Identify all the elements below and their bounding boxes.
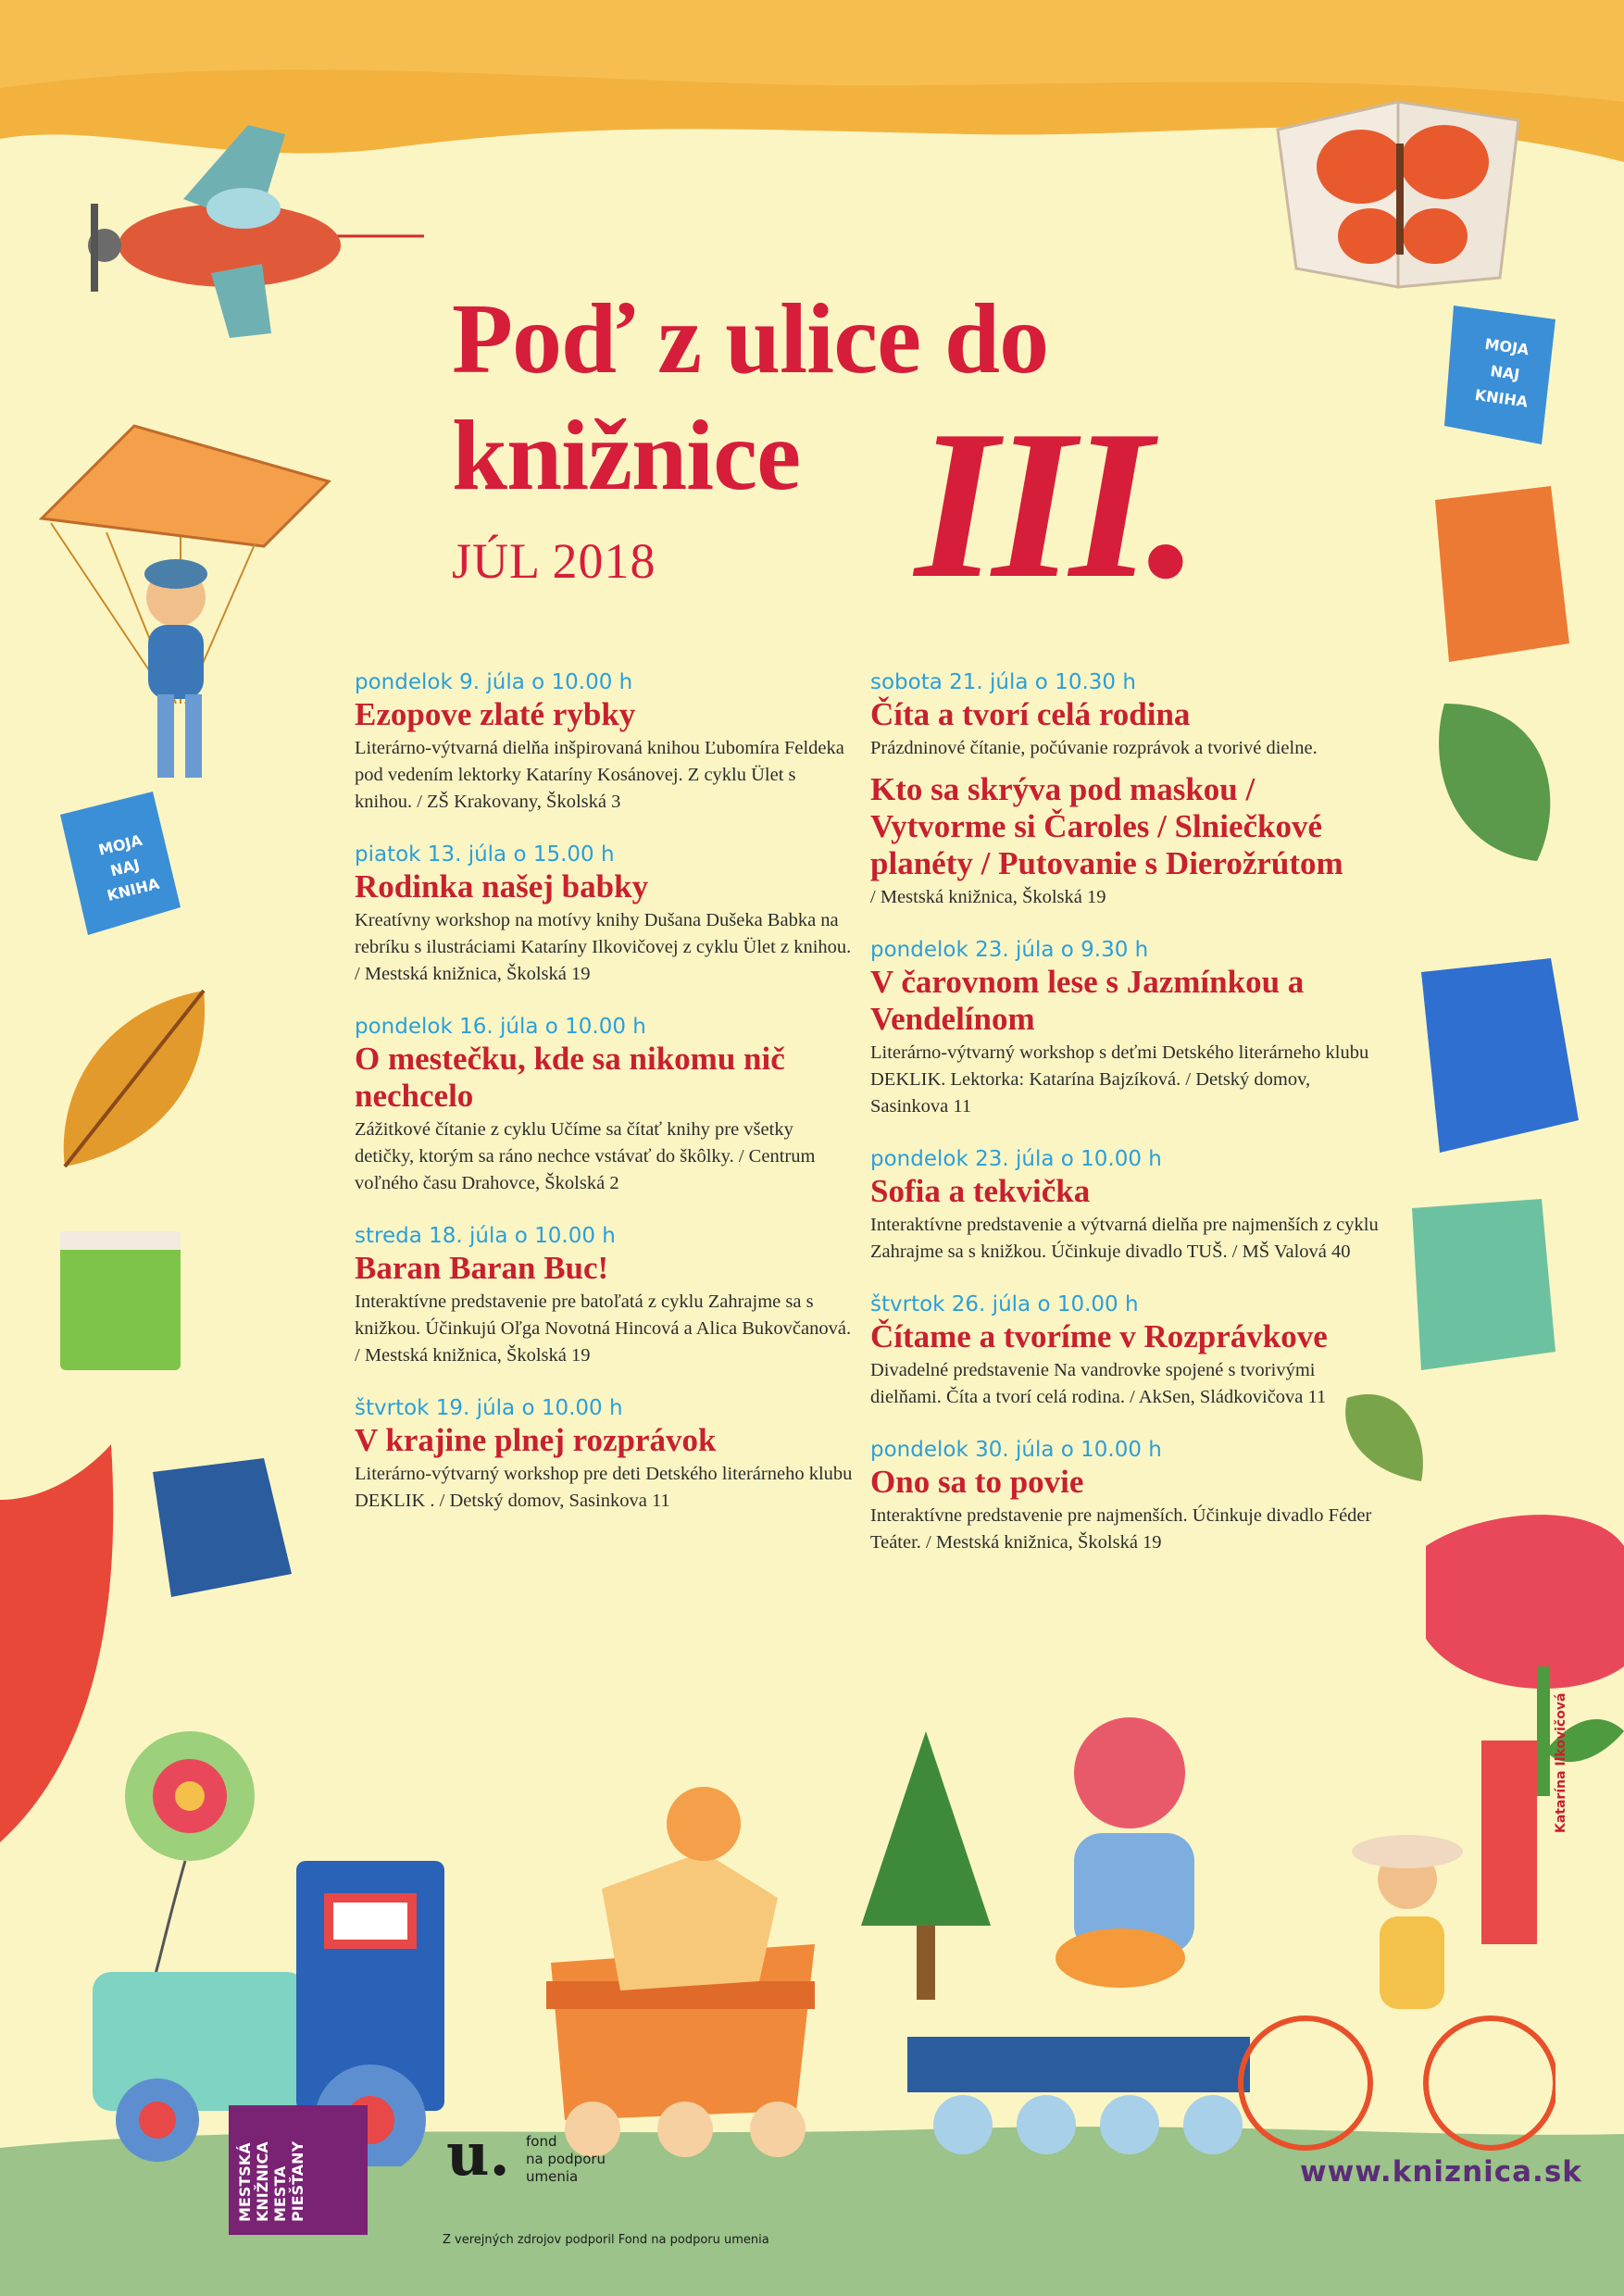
event-date: štvrtok 26. júla o 10.00 h [870,1292,1139,1316]
svg-text:MOJA: MOJA [96,830,144,859]
event-item [870,1145,1389,1266]
event-item [870,771,1389,911]
event-date: streda 18. júla o 10.00 h [355,1224,616,1248]
orange-leaf-left [46,981,222,1176]
support-note: Z verejných zdrojov podporil Fond na podporu umenia [443,2233,769,2247]
event-description: Prázdninové čítanie, počúvanie rozprávok a tvorivé dielne. [870,738,1318,758]
svg-text:KNIHA: KNIHA [1473,385,1530,411]
event-date: piatok 13. júla o 15.00 h [355,842,615,867]
event-description: / Mestská knižnica, Školská 19 [870,887,1106,907]
event-title: Kto sa skrýva pod maskou / Vytvorme si Čaroles / Slniečkové planéty / Putovanie s Dierožrútom [870,771,1343,881]
event-date: pondelok 30. júla o 10.00 h [870,1438,1162,1462]
event-title: Rodinka našej babky [355,868,649,905]
event-date: pondelok 23. júla o 9.30 h [870,938,1149,962]
svg-text:MOJA: MOJA [1483,334,1530,359]
event-title: V krajine plnej rozprávok [355,1422,717,1458]
event-title: V čarovnom lese s Jazmínkou a Vendelínom [870,964,1305,1037]
event-description: Divadelné predstavenie Na vandrovke spojené s tvorivými dielňami. Číta a tvorí celá rodina. / AkSen, Sládkovičova 11 [870,1360,1327,1407]
airplane-illustration [72,116,424,356]
event-date: pondelok 16. júla o 10.00 h [355,1015,646,1039]
event-title: Číta a tvorí celá rodina [870,696,1191,732]
green-leaf-right [1426,694,1565,870]
event-title: O mestečku, kde sa nikomu nič nechcelo [355,1041,785,1114]
svg-text:NAJ: NAJ [1489,361,1521,384]
events-left-column [355,668,855,1540]
event-description: Literárno-výtvarná dielňa inšpirovaná knihou Ľubomíra Feldeka pod vedením lektorky Kataríny Kosánovej. Z cyklu Ület s knihou. / ZŠ Krakovany, Školská 3 [355,738,844,812]
event-date: štvrtok 19. júla o 10.00 h [355,1396,623,1420]
library-logo [229,2105,368,2235]
mint-book-right [1398,1194,1565,1379]
orange-book-right [1421,481,1579,667]
event-item [870,1291,1389,1411]
event-description: Zážitkové čítanie z cyklu Učíme sa čítať knihy pre všetky detičky, ktorým sa ráno nechce vstávať do škôlky. / Centrum voľného času Drahovce, Školská 2 [355,1119,816,1193]
svg-text:NAJ: NAJ [108,855,142,880]
illustrator-credit: Katarína Ilkovičová [1554,1692,1568,1833]
event-title: Sofia a tekvička [870,1173,1091,1209]
page-title-line2: knižnice [452,401,801,511]
events-right-column [870,668,1389,1581]
event-title: Čítame a tvoríme v Rozprávkove [870,1318,1328,1354]
page-title-line1: Poď z ulice do [452,284,1049,394]
event-item [870,1436,1389,1556]
event-item [355,1222,855,1369]
event-date: pondelok 9. júla o 10.00 h [355,670,633,694]
event-description: Interaktívne predstavenie pre batoľatá z cyklu Zahrajme sa s knižkou. Účinkujú Oľga Novotná Hincová a Alica Bukovčanová. / Mestská knižnica, Školská 19 [355,1292,852,1366]
train-scene-illustration [74,1648,1555,2166]
moja-naj-kniha-book-right [1440,296,1579,454]
page-subtitle-month: JÚL 2018 [452,533,656,589]
event-description: Kreatívny workshop na motívy knihy Dušana Dušeka Babka na rebríku s ilustráciami Kataríny Ilkovičovej z cyklu Ület z knihou. / Mestská knižnica, Školská 19 [355,910,852,984]
blue-book-right [1403,954,1588,1157]
parachute-book-illustration [32,407,338,805]
event-item [355,1394,855,1515]
event-item [870,668,1389,762]
event-item [355,668,855,816]
svg-text:KNIHA: KNIHA [105,874,161,905]
library-logo-text: MESTSKÁ KNIŽNICA MESTA PIEŠŤANY [236,2140,306,2222]
event-date: pondelok 23. júla o 10.00 h [870,1147,1162,1171]
event-description: Interaktívne predstavenie a výtvarná dielňa pre najmenších z cyklu Zahrajme sa s knižkou. Účinkuje divadlo TUŠ. / MŠ Valová 40 [870,1215,1379,1262]
fund-logo-mark: u. [446,2120,510,2190]
moja-naj-kniha-book-left [51,787,190,944]
event-title: Ezopove zlaté rybky [355,696,636,732]
event-item [355,1013,855,1197]
butterfly-book-illustration [1259,56,1537,296]
event-description: Interaktívne predstavenie pre najmenších. Účinkuje divadlo Féder Teáter. / Mestská knižnica, Školská 19 [870,1505,1372,1553]
fund-logo-text: fond na podporu umenia [526,2133,606,2185]
website-link[interactable]: www.kniznica.sk [1300,2155,1582,2189]
green-book-left [56,1222,194,1379]
event-description: Literárno-výtvarný workshop s deťmi Detského literárneho klubu DEKLIK. Lektorka: Katarína Bajzíková. / Detský domov, Sasinkova 11 [870,1042,1369,1117]
event-item [355,841,855,988]
event-item [870,936,1389,1120]
event-title: Ono sa to povie [870,1464,1084,1500]
event-title: Baran Baran Buc! [355,1250,609,1286]
event-description: Literárno-výtvarný workshop pre deti Detského literárneho klubu DEKLIK . / Detský domov, Sasinkova 11 [355,1464,853,1511]
edition-numeral: III. [915,386,1195,622]
blue-book-left [144,1454,301,1602]
event-date: sobota 21. júla o 10.30 h [870,670,1136,694]
